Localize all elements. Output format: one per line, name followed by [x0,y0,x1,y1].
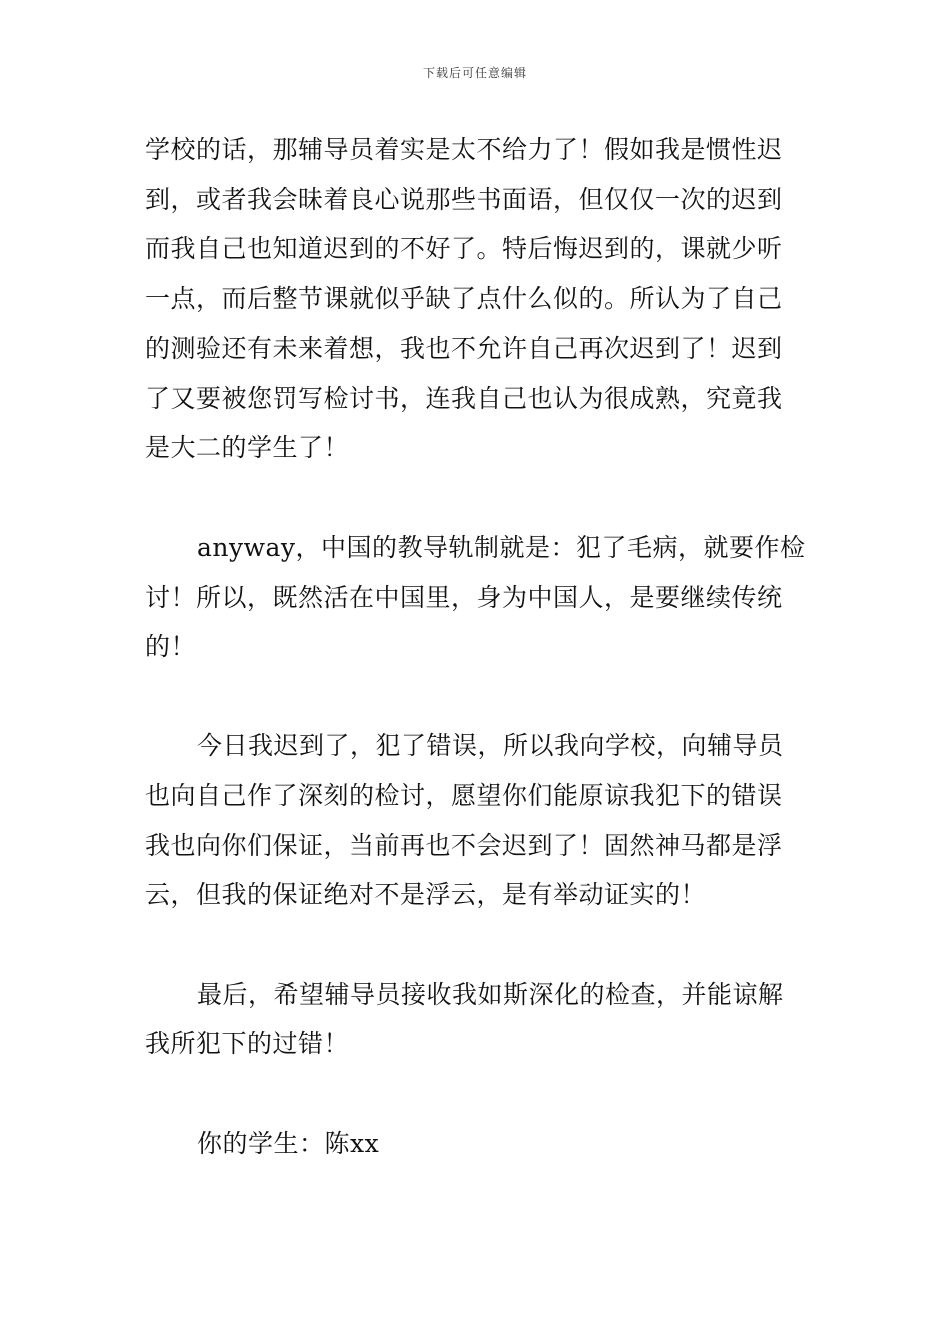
page-header: 下载后可任意编辑 [422,66,527,80]
text-line: 讨！所以，既然活在中国里，身为中国人，是要继续传统 [145,583,783,612]
text-line: 一点，而后整节课就似乎缺了点什么似的。所认为了自己 [145,284,783,313]
text-line: 今日我迟到了，犯了错误，所以我向学校，向辅导员 [197,731,784,760]
text-line: 我所犯下的过错！ [145,1029,350,1058]
text-line: 最后，希望辅导员接收我如斯深化的检查，并能谅解 [197,980,784,1009]
text-line: 到，或者我会昧着良心说那些书面语，但仅仅一次的迟到 [145,185,783,214]
text-line: 是大二的学生了！ [145,433,350,462]
text-line: 的！ [145,632,197,661]
text-line: 云，但我的保证绝对不是浮云，是有举动证实的！ [145,880,707,909]
text-line: 了又要被您罚写检讨书，连我自己也认为很成熟，究竟我 [145,384,783,413]
text-line: 而我自己也知道迟到的不好了。特后悔迟到的，课就少听 [145,234,783,263]
signature-line: 你的学生：陈xx [197,1129,380,1158]
text-line: 我也向你们保证，当前再也不会迟到了！固然神马都是浮 [145,831,783,860]
text-line: anyway，中国的教导轨制就是：犯了毛病，就要作检 [197,533,806,562]
text-line: 学校的话，那辅导员着实是太不给力了！假如我是惯性迟 [145,135,783,164]
text-line: 的测验还有未来着想，我也不允许自己再次迟到了！迟到 [145,334,783,363]
text-line: 也向自己作了深刻的检讨，愿望你们能原谅我犯下的错误 [145,781,783,810]
